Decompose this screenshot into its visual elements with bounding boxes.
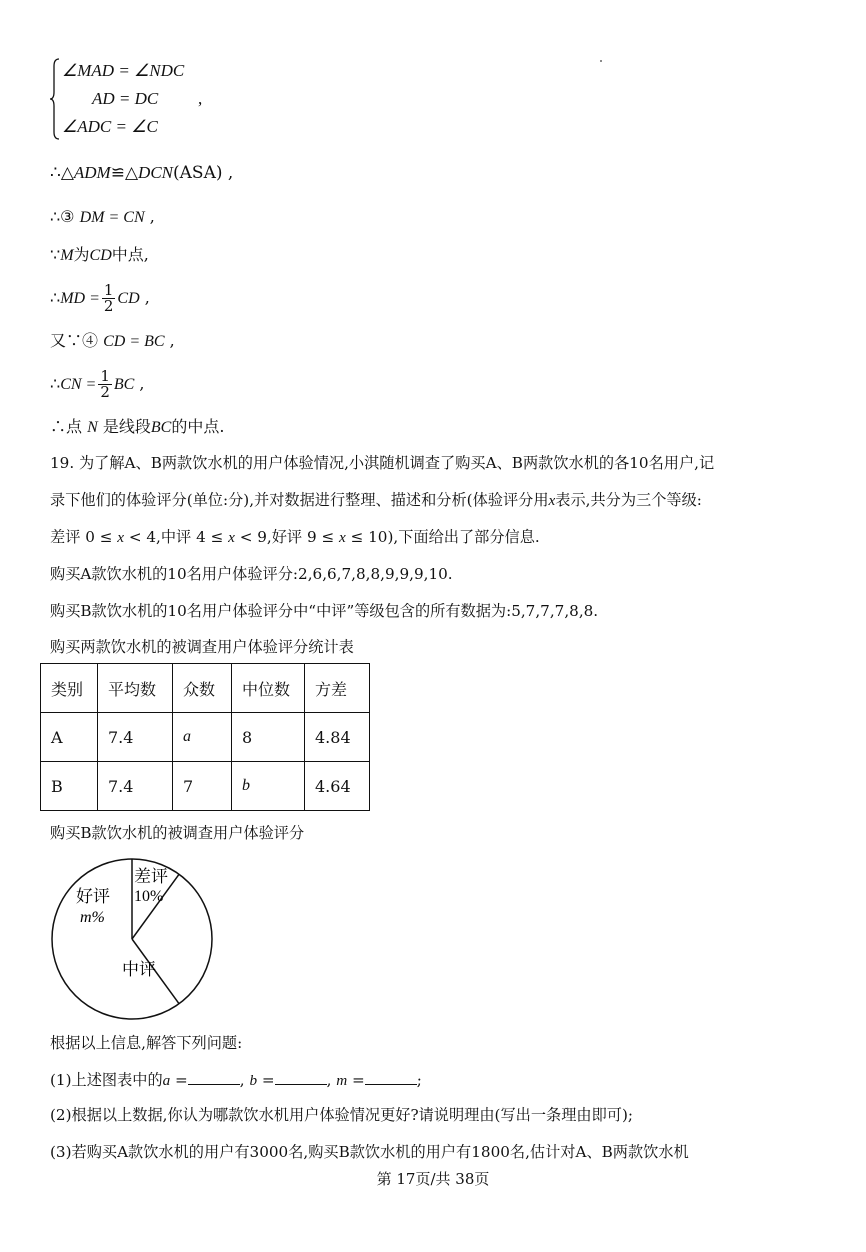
sub-question-3: (3)若购买A款饮水机的用户有3000名,购买B款饮水机的用户有1800名,估计对A、B两款饮水机	[50, 1143, 689, 1161]
pie-value-good: m%	[80, 909, 105, 926]
answer-blank-b[interactable]	[275, 1068, 327, 1085]
answer-blank-a[interactable]	[188, 1068, 240, 1085]
table-cell: 7.4	[98, 762, 173, 811]
q19-para-1: 19. 为了解A、B两款饮水机的用户体验情况,小淇随机调查了购买A、B两款饮水机的各10名用户,记	[50, 454, 715, 472]
table-header-cell: 中位数	[232, 664, 305, 713]
proof-line-dm-cn: ∴③ DM = CN ,	[50, 207, 155, 226]
table-header-cell: 平均数	[98, 664, 173, 713]
proof-line-congruent: ∴△ADM≌△DCN(ASA) ,	[50, 163, 234, 183]
pie-value-bad: 10%	[134, 888, 164, 905]
system-row-2: AD = DC	[92, 89, 159, 108]
sub-question-1: (1)上述图表中的a = , b = , m = ;	[50, 1068, 422, 1092]
table-cell: 7.4	[98, 713, 173, 762]
left-brace	[50, 58, 60, 140]
fraction-half: $\frac{1}{2}$	[103, 281, 114, 315]
answer-intro: 根据以上信息,解答下列问题:	[50, 1034, 243, 1052]
pie-label-bad: 差评	[134, 867, 168, 887]
pie-label-good: 好评	[76, 887, 110, 907]
proof-line-cd-bc: 又∵④ CD = BC ,	[50, 331, 175, 350]
table-cell: 7	[173, 762, 232, 811]
proof-line-cn-half: ∴CN = $\frac{1}{2}$ BC ,	[50, 367, 145, 401]
proof-line-midpoint: ∵M为CD中点,	[50, 245, 149, 264]
system-row-3: ∠ADC = ∠C	[62, 117, 158, 136]
table-cell: b	[232, 762, 305, 811]
table-cell: 4.64	[305, 762, 370, 811]
stats-table	[40, 663, 370, 811]
table-header-cell: 众数	[173, 664, 232, 713]
table-cell: B	[41, 762, 98, 811]
table-title: 购买两款饮水机的被调查用户体验评分统计表	[50, 638, 354, 656]
table-cell: 4.84	[305, 713, 370, 762]
page-footer: 第 17页/共 38页	[376, 1170, 490, 1188]
q19-para-2: 录下他们的体验评分(单位:分),并对数据进行整理、描述和分析(体验评分用x表示,共分为三个等级:	[50, 491, 702, 509]
q19-para-3: 差评 0 ≤ x < 4,中评 4 ≤ x < 9,好评 9 ≤ x ≤ 10),下面给出了部分信息.	[50, 528, 540, 546]
q19-data-b: 购买B款饮水机的10名用户体验评分中“中评”等级包含的所有数据为:5,7,7,7,8,8.	[50, 602, 599, 620]
fraction-half: $\frac{1}{2}$	[100, 367, 110, 401]
table-row	[41, 762, 370, 811]
speck	[600, 60, 602, 62]
table-header-cell: 方差	[305, 664, 370, 713]
system-row-1: ∠MAD = ∠NDC	[62, 61, 185, 80]
proof-line-md-half: ∴MD = $\frac{1}{2}$ CD ,	[50, 281, 150, 315]
answer-blank-m[interactable]	[365, 1068, 417, 1085]
table-header-cell: 类别	[41, 664, 98, 713]
table-cell: a	[173, 713, 232, 762]
pie-title: 购买B款饮水机的被调查用户体验评分	[50, 824, 305, 842]
proof-line-conclusion: ∴点 N 是线段BC的中点.	[50, 417, 225, 436]
system-trail: ,	[198, 89, 203, 108]
pie-chart	[48, 858, 216, 1020]
pie-label-mid: 中评	[122, 960, 156, 980]
q19-data-a: 购买A款饮水机的10名用户体验评分:2,6,6,7,8,8,9,9,9,10.	[50, 565, 453, 583]
table-cell: A	[41, 713, 98, 762]
sub-question-2: (2)根据以上数据,你认为哪款饮水机用户体验情况更好?请说明理由(写出一条理由即可);	[50, 1106, 634, 1124]
table-row	[41, 713, 370, 762]
table-header-row	[41, 664, 370, 713]
table-cell: 8	[232, 713, 305, 762]
